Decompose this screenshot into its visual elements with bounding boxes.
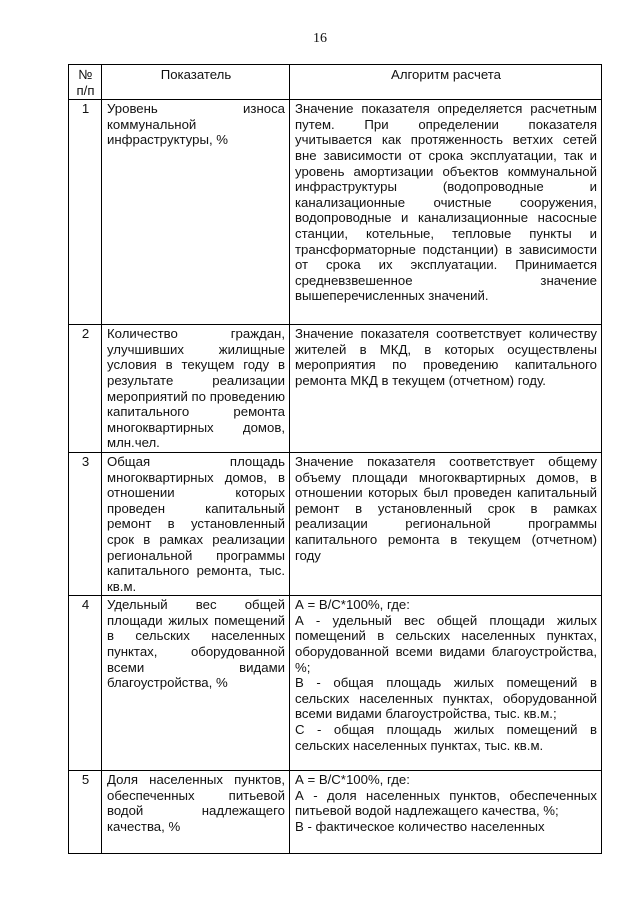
- formula-line: А = В/С*100%, где:: [295, 597, 410, 613]
- algorithm-cell: Значение показателя соответствует количеству жителей в МКД, в которых осуществлены мероприятия по проведению капитального ремонта МКД в текущем (отчетном) году.: [290, 325, 602, 453]
- algorithm-cell: [290, 596, 602, 771]
- algorithm-cell: Значение показателя определяется расчетным путем. При определении показателя учитывается как протяженность ветхих сетей вне зависимости от срока эксплуатации, так и уровень амортизации объектов коммунальной инфраструктуры (водопроводные и канализационные очистные сооружения, водопроводные и канализационные насосные станции, котельные, тепловые пункты и трансформаторные подстанции) в зависимости от срока их эксплуатации. Принимается средневзвешенное значение вышеперечисленных значений.: [290, 100, 602, 325]
- table-row: [69, 771, 602, 854]
- row-number: 1: [69, 100, 102, 325]
- table-row: [69, 325, 602, 453]
- table-header-row: [69, 65, 602, 100]
- table-row: [69, 100, 602, 325]
- table-row: [69, 596, 602, 771]
- formula-line: А = В/С*100%, где:: [295, 772, 410, 788]
- row-number: 5: [69, 771, 102, 854]
- row-number: 4: [69, 596, 102, 771]
- indicator-cell: Общая площадь многоквартирных домов, в отношении которых проведен капитальный ремонт в установленный срок в рамках реализации региональной программы капитального ремонта, тыс. кв.м.: [102, 452, 290, 595]
- definition-line: А - доля населенных пунктов, обеспеченных питьевой водой надлежащего качества, %;: [295, 787, 597, 819]
- indicator-cell: Количество граждан, улучшивших жилищные условия в текущем году в результате реализации мероприятий по проведению капитального ремонта многоквартирных домов, млн.чел.: [102, 325, 290, 453]
- definition-line: С - общая площадь жилых помещений в сельских населенных пунктах, тыс. кв.м.: [295, 722, 597, 753]
- definition-line: А - удельный вес общей площади жилых помещений в сельских населенных пунктах, оборудованной всеми видами благоустройства, %;: [295, 612, 597, 675]
- indicators-table: [68, 64, 602, 854]
- definition-line: В - фактическое количество населенных: [295, 819, 545, 835]
- definition-line: В - общая площадь жилых помещений в сельских населенных пунктах, оборудованной всеми видами благоустройства, тыс. кв.м.;: [295, 675, 597, 722]
- row-number: 3: [69, 452, 102, 595]
- algorithm-cell: Значение показателя соответствует общему объему площади многоквартирных домов, в отношении которых был проведен капитальный ремонт в установленный срок в рамках реализации региональной программы капитального ремонта в текущем (отчетном) году: [290, 452, 602, 595]
- header-algorithm: Алгоритм расчета: [290, 65, 602, 100]
- algorithm-cell: [290, 771, 602, 854]
- indicator-cell: Доля населенных пунктов, обеспеченных питьевой водой надлежащего качества, %: [102, 771, 290, 854]
- header-indicator: Показатель: [102, 65, 290, 100]
- indicator-cell: Удельный вес общей площади жилых помещений в сельских населенных пунктах, оборудованной всеми видами благоустройства, %: [102, 596, 290, 771]
- row-number: 2: [69, 325, 102, 453]
- indicator-cell: Уровень износа коммунальной инфраструктуры, %: [102, 100, 290, 325]
- header-num: № п/п: [69, 65, 102, 100]
- table-row: [69, 452, 602, 595]
- page-number: 16: [313, 31, 327, 46]
